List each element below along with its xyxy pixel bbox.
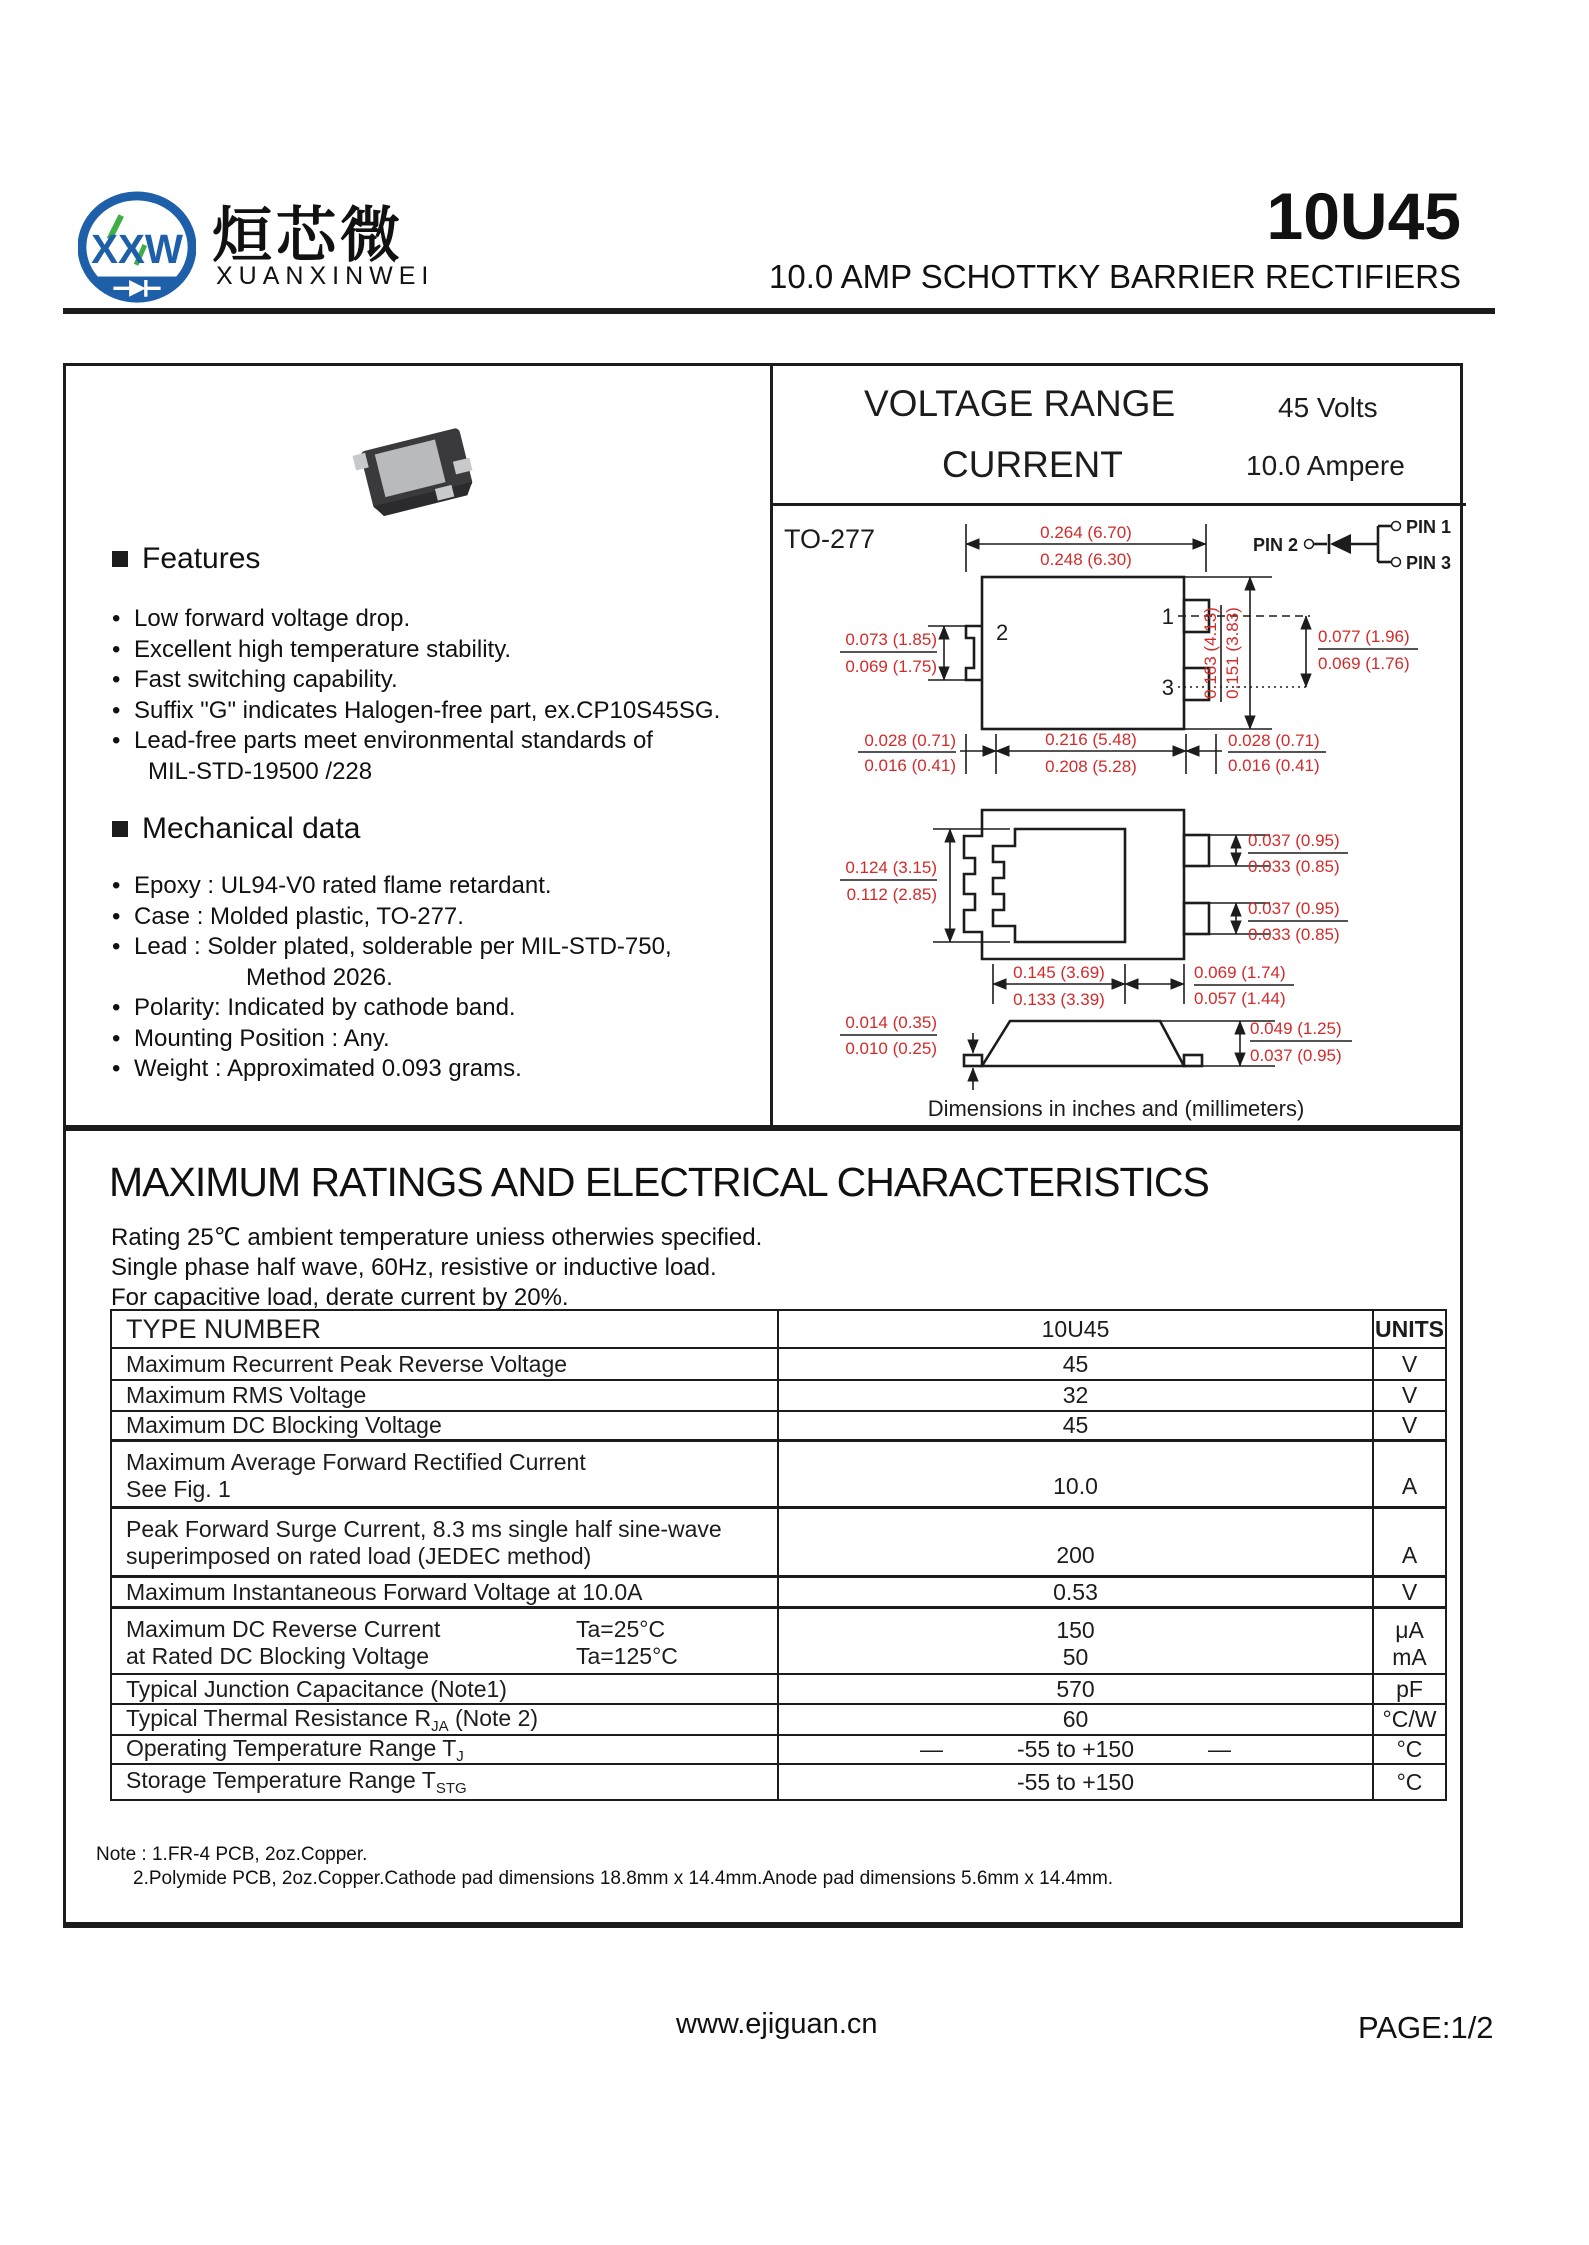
features-list [112, 604, 720, 787]
table-row: Maximum DC Blocking Voltage 45 V [112, 1412, 1445, 1442]
svg-text:1: 1 [1161, 604, 1174, 629]
svg-text:0.163 (4.13): 0.163 (4.13) [1201, 607, 1220, 699]
list-item: • Low forward voltage drop. [112, 604, 720, 635]
package-outline-drawing [770, 506, 1463, 1123]
table-row: Maximum Instantaneous Forward Voltage at 10.0A 0.53 V [112, 1578, 1445, 1609]
company-name-chinese: 烜芯微 [212, 202, 404, 269]
list-item: • Mounting Position : Any. [112, 1024, 672, 1055]
list-item: • Epoxy : UL94-V0 rated flame retardant. [112, 871, 672, 902]
list-item: • Polarity: Indicated by cathode band. [112, 993, 672, 1024]
list-item-continuation: MIL-STD-19500 /228 [148, 757, 373, 785]
ratings-table [110, 1309, 1447, 1801]
note-line: Note : 1.FR-4 PCB, 2oz.Copper. [96, 1844, 368, 1865]
product-photo [338, 421, 494, 521]
svg-text:0.216 (5.48): 0.216 (5.48) [1045, 730, 1137, 749]
svg-text:0.077 (1.96): 0.077 (1.96) [1318, 627, 1410, 646]
svg-text:0.073 (1.85): 0.073 (1.85) [845, 630, 937, 649]
part-number-title: 10U45 [1266, 179, 1461, 253]
note-line: 2.Polymide PCB, 2oz.Copper.Cathode pad dimensions 18.8mm x 14.4mm.Anode pad dimensions 5.6mm x 14.4mm. [133, 1868, 1114, 1889]
list-item: • Suffix "G" indicates Halogen-free part, ex.CP10S45SG. [112, 696, 720, 727]
ratings-panel [63, 1128, 1463, 1928]
current-label: CURRENT [942, 444, 1123, 485]
column-header-type: TYPE NUMBER [112, 1311, 779, 1347]
svg-text:0.016 (0.41): 0.016 (0.41) [1228, 756, 1320, 775]
package-top-view [840, 523, 1418, 776]
voltage-range-label: VOLTAGE RANGE [864, 383, 1176, 424]
page-number: PAGE:1/2 [1358, 2010, 1494, 2045]
header-rule [63, 308, 1495, 314]
svg-text:0.069 (1.76): 0.069 (1.76) [1318, 654, 1410, 673]
column-header-units: UNITS [1375, 1315, 1444, 1342]
svg-text:0.014 (0.35): 0.014 (0.35) [845, 1013, 937, 1032]
svg-text:0.151 (3.83): 0.151 (3.83) [1223, 607, 1242, 699]
voltage-range-value: 45 Volts [1278, 392, 1378, 423]
company-name-latin: XUANXINWEI [216, 262, 435, 290]
table-notes [96, 1843, 1113, 1891]
svg-text:0.208 (5.28): 0.208 (5.28) [1045, 757, 1137, 776]
square-bullet-icon [112, 551, 128, 567]
features-heading-label: Features [142, 542, 261, 575]
website-url: www.ejiguan.cn [676, 2008, 878, 2040]
condition-line: For capacitive load, derate current by 20%. [111, 1284, 569, 1311]
list-item: • Fast switching capability. [112, 665, 720, 696]
company-logo [78, 190, 196, 308]
mechanical-heading-label: Mechanical data [142, 812, 361, 845]
pin-schematic-icon [1253, 517, 1451, 573]
table-header-row [112, 1311, 1445, 1349]
svg-text:0.033 (0.85): 0.033 (0.85) [1248, 925, 1340, 944]
svg-text:0.145 (3.69): 0.145 (3.69) [1013, 963, 1105, 982]
table-row: Typical Thermal Resistance $R_{JA}$ (Note 2) 60 °C/W [112, 1705, 1445, 1736]
mechanical-list [112, 871, 672, 1085]
svg-text:PIN 3: PIN 3 [1406, 553, 1452, 573]
svg-text:0.133 (3.39): 0.133 (3.39) [1013, 990, 1105, 1009]
table-row: Maximum Recurrent Peak Reverse Voltage 45 V [112, 1349, 1445, 1381]
list-item: • Excellent high temperature stability. [112, 635, 720, 666]
list-item: • Lead : Solder plated, solderable per MIL-STD-750, [112, 932, 672, 963]
svg-text:0.037 (0.95): 0.037 (0.95) [1250, 1046, 1342, 1065]
current-value: 10.0 Ampere [1246, 450, 1405, 481]
svg-text:0.010 (0.25): 0.010 (0.25) [845, 1039, 937, 1058]
table-row: Operating Temperature Range $T_J$ — -55 to +150 — °C [112, 1736, 1445, 1765]
ratings-conditions [111, 1223, 762, 1313]
list-item: • Case : Molded plastic, TO-277. [112, 902, 672, 933]
svg-text:0.037 (0.95): 0.037 (0.95) [1248, 899, 1340, 918]
square-bullet-icon [112, 821, 128, 837]
list-item: • Weight : Approximated 0.093 grams. [112, 1054, 672, 1085]
svg-text:PIN 1: PIN 1 [1406, 517, 1452, 537]
svg-text:0.112 (2.85): 0.112 (2.85) [846, 885, 937, 904]
svg-text:0.057 (1.44): 0.057 (1.44) [1194, 989, 1286, 1008]
svg-text:0.028 (0.71): 0.028 (0.71) [864, 731, 956, 750]
condition-line: Single phase half wave, 60Hz, resistive or inductive load. [111, 1254, 717, 1281]
package-side-view [840, 1013, 1352, 1090]
list-item-continuation: Method 2026. [246, 963, 393, 991]
svg-text:0.264 (6.70): 0.264 (6.70) [1040, 523, 1132, 542]
svg-text:3: 3 [1161, 675, 1174, 700]
list-item: • Lead-free parts meet environmental standards of [112, 726, 720, 757]
table-row: Maximum RMS Voltage 32 V [112, 1381, 1445, 1412]
features-heading [112, 542, 260, 576]
table-row: Storage Temperature Range $T_{STG}$ -55 to +150 °C [112, 1765, 1445, 1799]
svg-text:0.069 (1.74): 0.069 (1.74) [1194, 963, 1286, 982]
table-row: Peak Forward Surge Current, 8.3 ms single half sine-wave superimposed on rated load (JEDEC method) 200 A [112, 1509, 1445, 1578]
svg-text:0.037 (0.95): 0.037 (0.95) [1248, 831, 1340, 850]
svg-text:0.248 (6.30): 0.248 (6.30) [1040, 550, 1132, 569]
condition-line: Rating 25℃ ambient temperature uniess otherwies specified. [111, 1224, 763, 1251]
svg-text:0.069 (1.75): 0.069 (1.75) [845, 657, 937, 676]
svg-text:0.033 (0.85): 0.033 (0.85) [1248, 857, 1340, 876]
part-subtitle: 10.0 AMP SCHOTTKY BARRIER RECTIFIERS [769, 258, 1461, 295]
svg-text:0.028 (0.71): 0.028 (0.71) [1228, 731, 1320, 750]
overview-panel [63, 363, 1463, 1128]
svg-text:0.049 (1.25): 0.049 (1.25) [1250, 1019, 1342, 1038]
svg-text:0.124 (3.15): 0.124 (3.15) [845, 858, 937, 877]
mechanical-heading [112, 812, 360, 846]
package-name-label: TO-277 [784, 524, 876, 554]
package-bottom-view [840, 810, 1348, 1009]
dimensions-caption: Dimensions in inches and (millimeters) [927, 1096, 1305, 1121]
svg-text:0.016 (0.41): 0.016 (0.41) [864, 756, 956, 775]
table-row: Maximum Average Forward Rectified Current See Fig. 1 10.0 A [112, 1442, 1445, 1509]
ratings-title: MAXIMUM RATINGS AND ELECTRICAL CHARACTERISTICS [109, 1159, 1209, 1205]
table-row: Maximum DC Reverse Current Ta=25°C at Rated DC Blocking Voltage Ta=125°C 150 50 μA mA [112, 1609, 1445, 1675]
logo-badge-text: XXW [91, 226, 183, 272]
table-row: Typical Junction Capacitance (Note1) 570 pF [112, 1675, 1445, 1705]
column-header-value: 10U45 [779, 1311, 1374, 1347]
svg-text:2: 2 [996, 620, 1009, 645]
svg-text:PIN 2: PIN 2 [1252, 535, 1298, 555]
